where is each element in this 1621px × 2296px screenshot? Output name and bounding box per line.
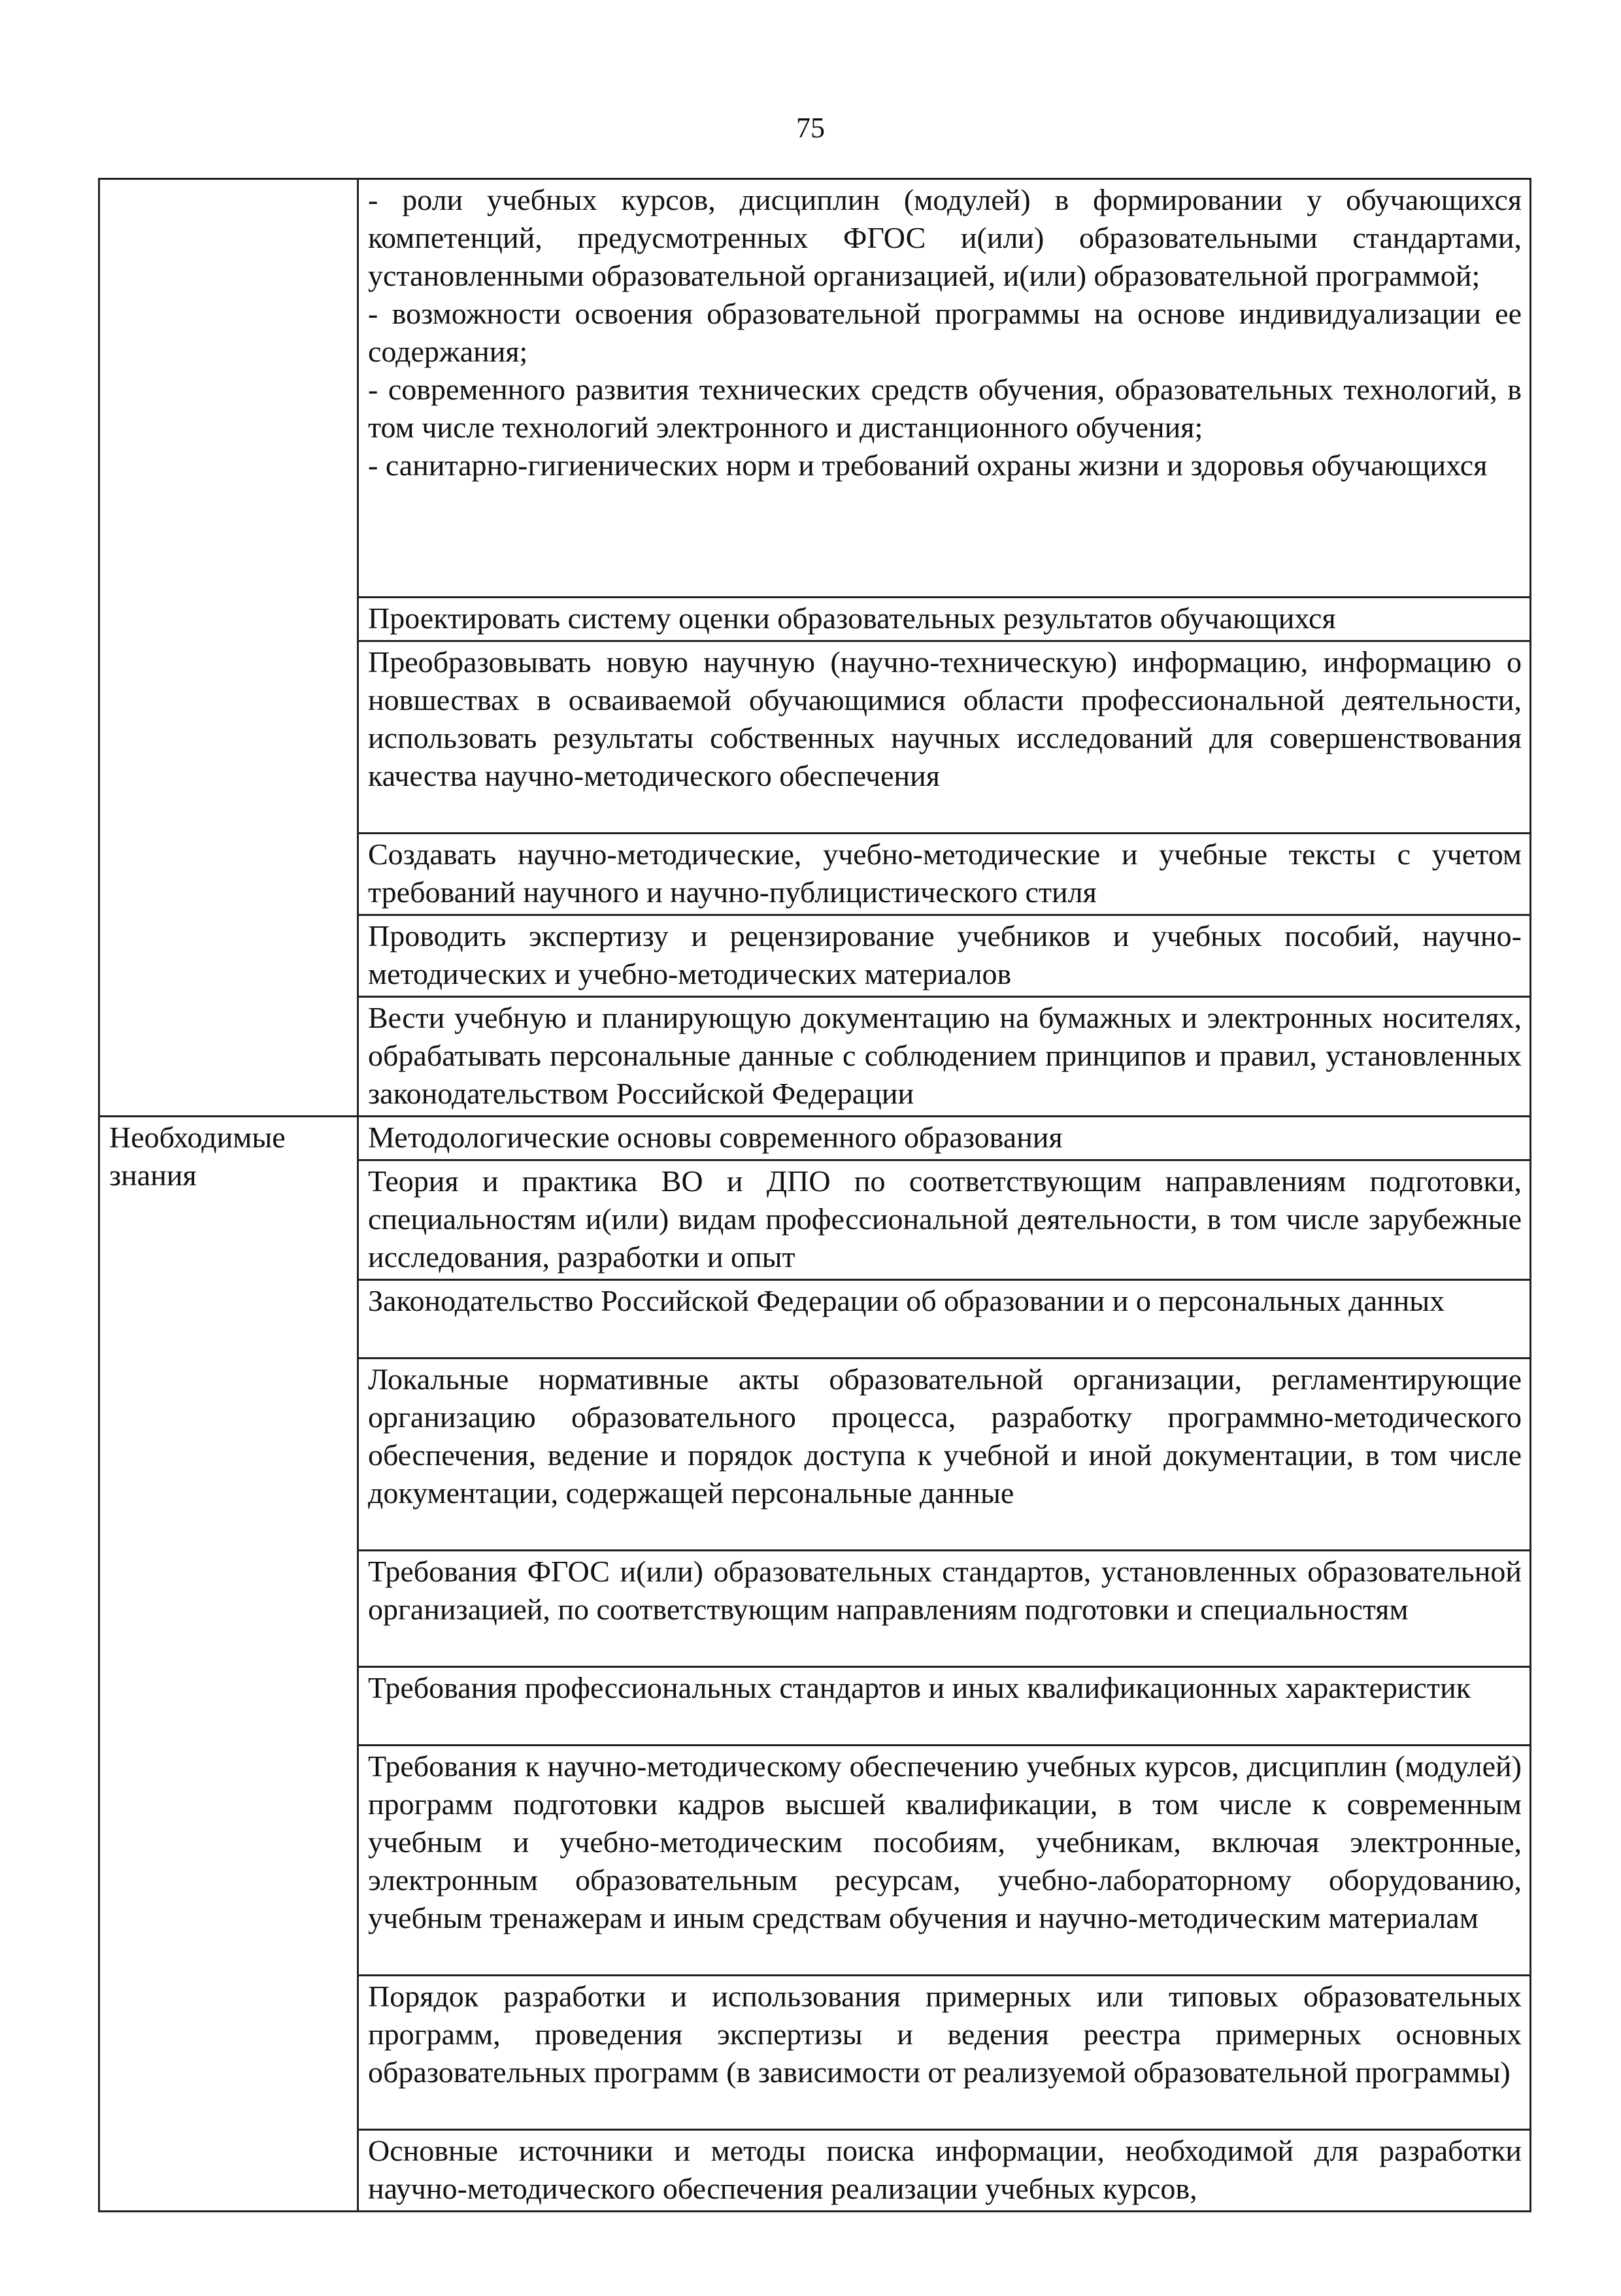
skill-cell: Проектировать систему оценки образовательных результатов обучающихся bbox=[358, 598, 1531, 641]
skills-label-cell bbox=[99, 179, 358, 1117]
requirements-table bbox=[98, 178, 1531, 2212]
knowledge-cell: Локальные нормативные акты образовательной организации, регламентирующие организацию образовательного процесса, разработку программно-методического обеспечения, ведение и порядок доступа к учебной и иной документации, в том числе документации, содержащей персональные данные bbox=[358, 1359, 1531, 1551]
table-row bbox=[99, 1117, 1531, 1160]
knowledge-cell: Теория и практика ВО и ДПО по соответствующим направлениям подготовки, специальностям и(или) видам профессиональной деятельности, в том числе зарубежные исследования, разработки и опыт bbox=[358, 1160, 1531, 1280]
knowledge-cell: Методологические основы современного образования bbox=[358, 1117, 1531, 1160]
knowledge-cell: Требования ФГОС и(или) образовательных стандартов, установленных образовательной организацией, по соответствующим направлениям подготовки и специальностям bbox=[358, 1551, 1531, 1667]
list-item: - возможности освоения образовательной программы на основе индивидуализации ее содержания; bbox=[368, 297, 1522, 368]
skill-cell: Преобразовывать новую научную (научно-техническую) информацию, информацию о новшествах в осваиваемой обучающимися области профессиональной деятельности, использовать результаты собственных научных исследований для совершенствования качества научно-методического обеспечения bbox=[358, 641, 1531, 834]
skill-cell: Создавать научно-методические, учебно-методические и учебные тексты с учетом требований научного и научно-публицистического стиля bbox=[358, 834, 1531, 915]
table-row bbox=[99, 179, 1531, 598]
knowledge-cell: Порядок разработки и использования примерных или типовых образовательных программ, проведения экспертизы и ведения реестра примерных основных образовательных программ (в зависимости от реализуемой образовательной программы) bbox=[358, 1976, 1531, 2130]
knowledge-label-cell: Необходимые знания bbox=[99, 1117, 358, 2212]
list-item: - роли учебных курсов, дисциплин (модулей) в формировании у обучающихся компетенций, предусмотренных ФГОС и(или) образовательными стандартами, установленными образовательной организацией, и(или) образовательной программой; bbox=[368, 183, 1522, 292]
list-item: - современного развития технических средств обучения, образовательных технологий, в том числе технологий электронного и дистанционного обучения; bbox=[368, 373, 1522, 444]
skills-list-cell bbox=[358, 179, 1531, 598]
list-item: - санитарно-гигиенических норм и требований охраны жизни и здоровья обучающихся bbox=[368, 448, 1488, 482]
knowledge-cell: Законодательство Российской Федерации об образовании и о персональных данных bbox=[358, 1280, 1531, 1359]
skill-cell: Проводить экспертизу и рецензирование учебников и учебных пособий, научно-методических и учебно-методических материалов bbox=[358, 915, 1531, 997]
page-number: 75 bbox=[796, 112, 825, 144]
knowledge-cell: Требования профессиональных стандартов и иных квалификационных характеристик bbox=[358, 1667, 1531, 1746]
knowledge-cell: Основные источники и методы поиска информации, необходимой для разработки научно-методического обеспечения реализации учебных курсов, bbox=[358, 2130, 1531, 2212]
skill-cell: Вести учебную и планирующую документацию на бумажных и электронных носителях, обрабатывать персональные данные с соблюдением принципов и правил, установленных законодательством Российской Федерации bbox=[358, 997, 1531, 1117]
knowledge-cell: Требования к научно-методическому обеспечению учебных курсов, дисциплин (модулей) программ подготовки кадров высшей квалификации, в том числе к современным учебным и учебно-методическим пособиям, учебникам, включая электронные, электронным образовательным ресурсам, учебно-лабораторному оборудованию, учебным тренажерам и иным средствам обучения и научно-методическим материалам bbox=[358, 1746, 1531, 1976]
